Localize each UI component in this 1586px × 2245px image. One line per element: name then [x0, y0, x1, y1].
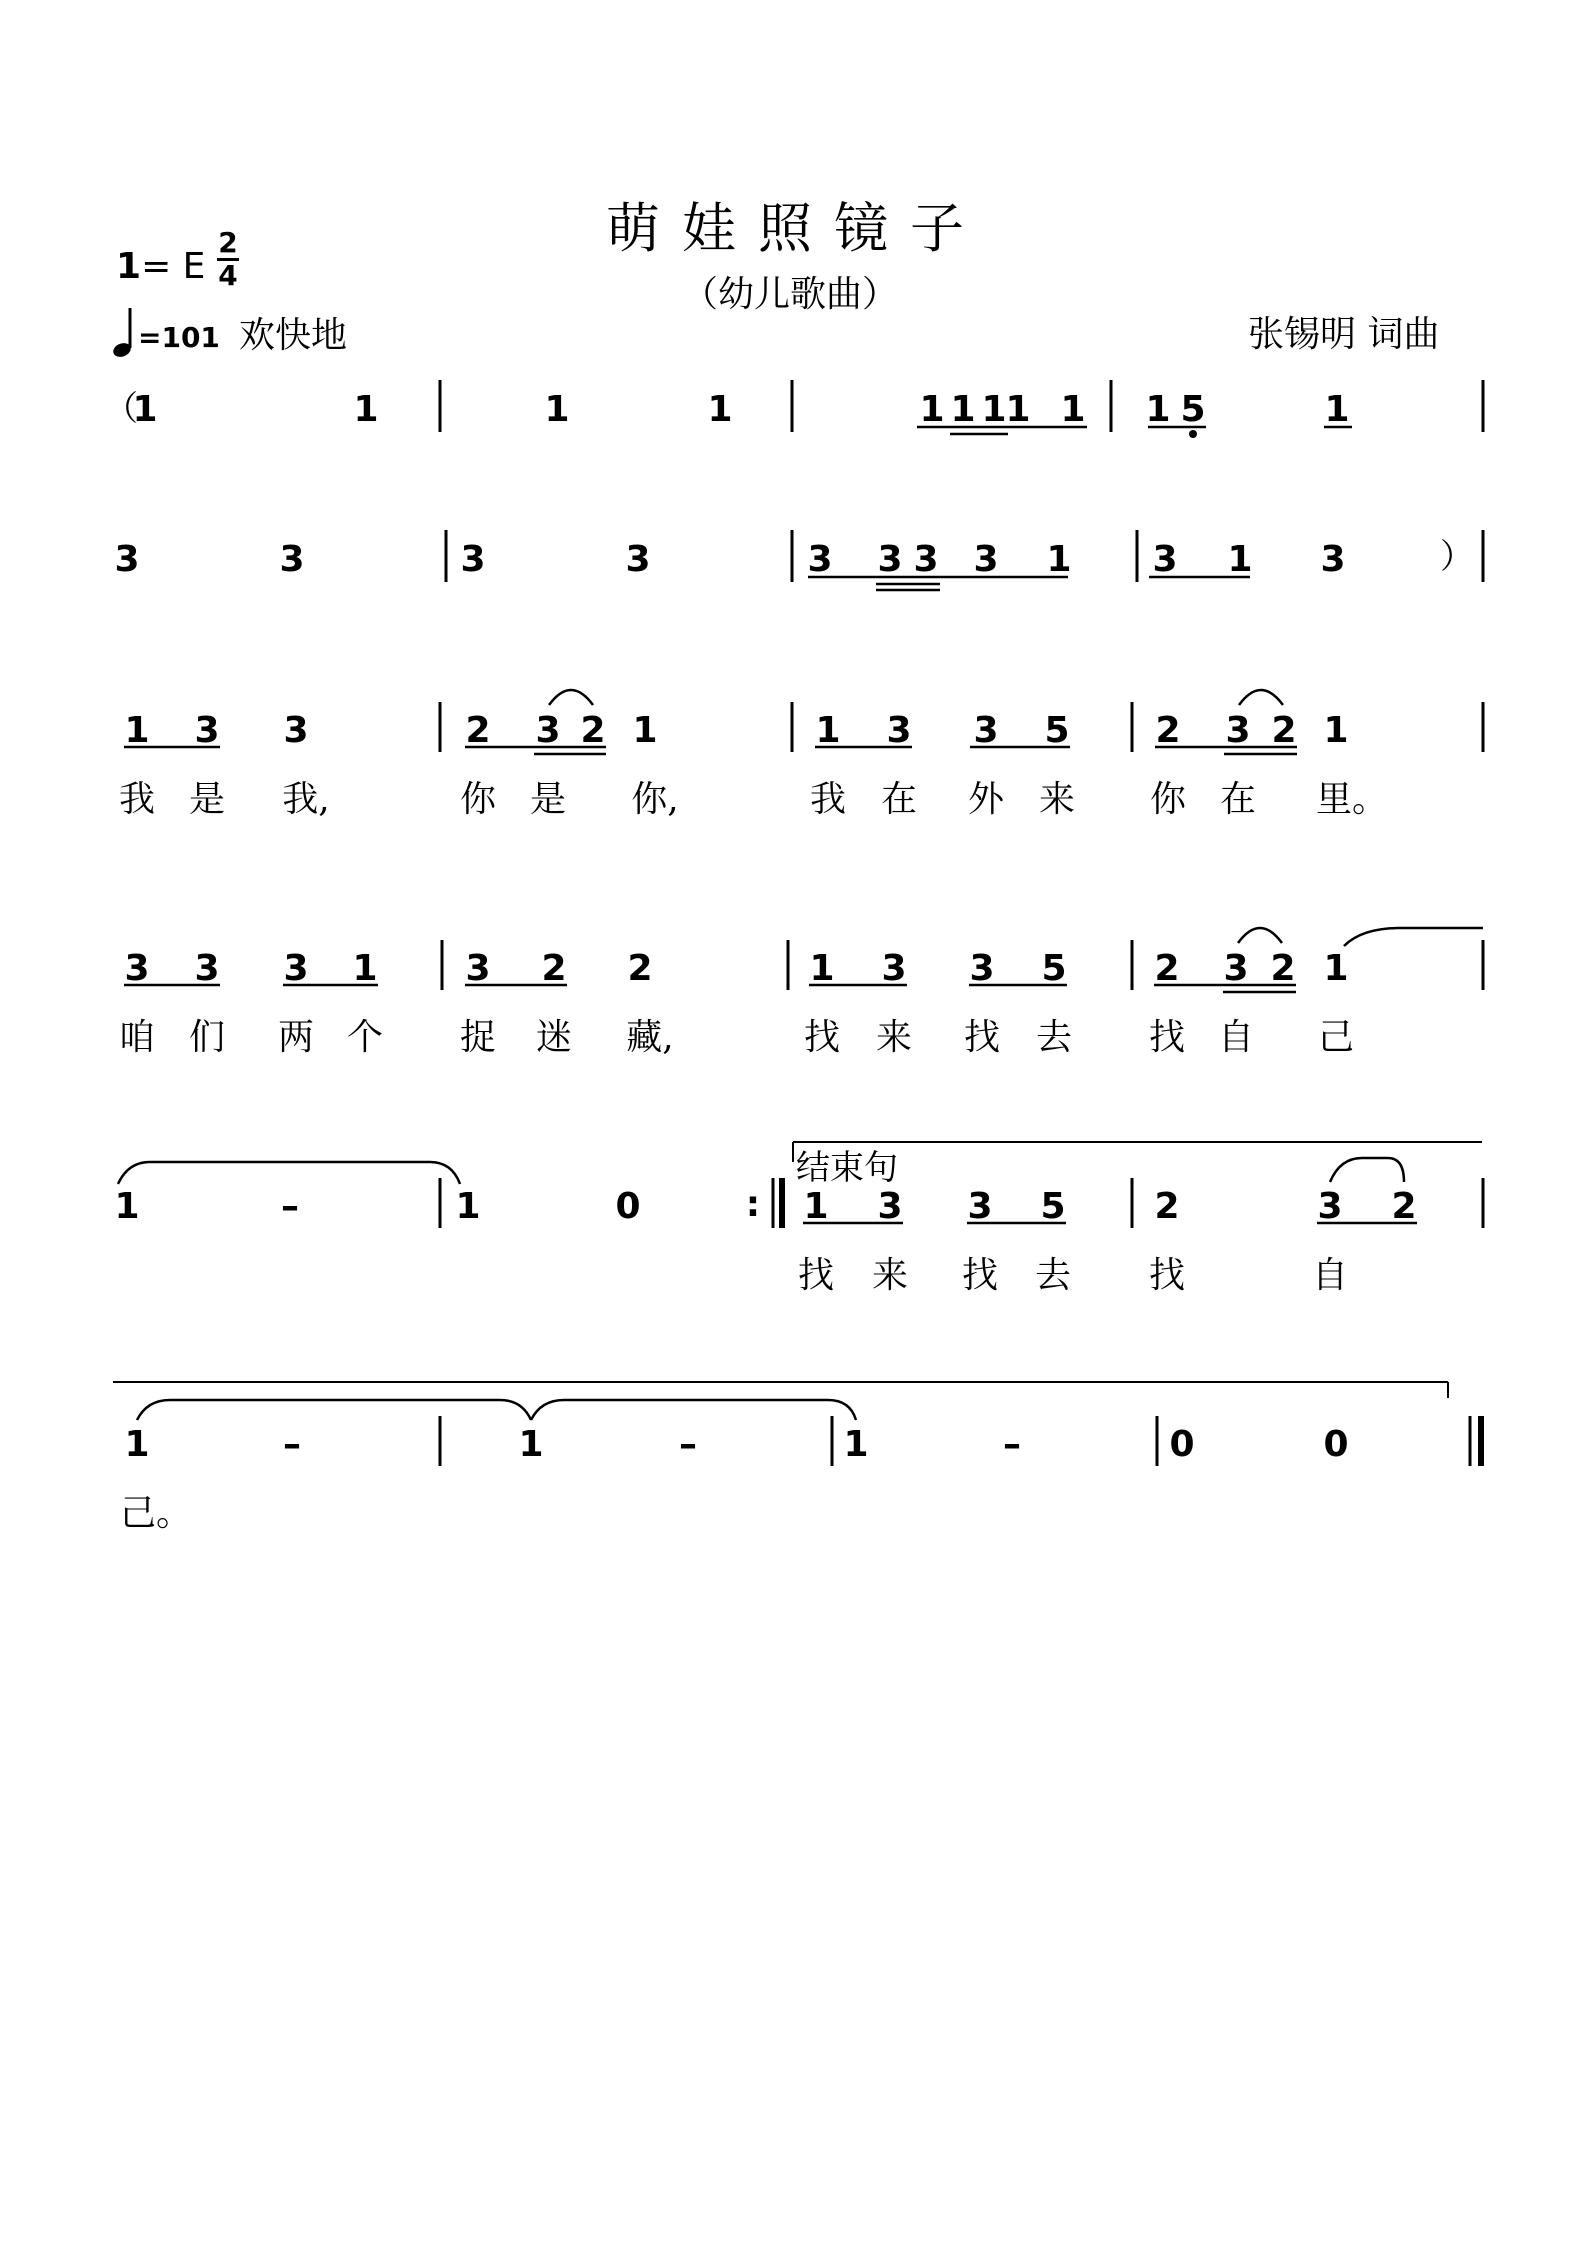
note: 3 [283, 710, 309, 751]
lyric: 们 [188, 1017, 226, 1058]
lyric: 去 [1035, 1017, 1073, 1058]
note: 3 [535, 710, 561, 751]
note: 2 [1270, 948, 1296, 989]
note: 1 [352, 948, 378, 989]
note: 3 [886, 710, 912, 751]
lyric: 你, [631, 779, 679, 820]
lyric: 我, [282, 779, 330, 820]
note: 1 [815, 710, 841, 751]
lyric: 己 [1317, 1017, 1355, 1058]
note: 3 [114, 539, 140, 580]
note: 3 [807, 539, 833, 580]
note: 2 [627, 948, 653, 989]
note: 1 [518, 1424, 544, 1465]
note: 1 [353, 389, 379, 430]
lyric: 己。 [120, 1493, 193, 1534]
note: 1 [950, 389, 976, 430]
note: 2 [1154, 1186, 1180, 1227]
note: 2 [541, 948, 567, 989]
lyric: 找 [1148, 1017, 1186, 1058]
note: 1 [124, 1424, 150, 1465]
slurs [118, 690, 1483, 1420]
lyric: 来 [875, 1017, 913, 1058]
note: 3 [969, 948, 995, 989]
lyric: 咱 [118, 1017, 156, 1058]
note: 0 [1323, 1424, 1349, 1465]
note: 1 [1046, 539, 1072, 580]
key-name: = E [141, 246, 206, 287]
note: 2 [1271, 710, 1297, 751]
note: 3 [1317, 1186, 1343, 1227]
bar-lines [440, 380, 1483, 1466]
repeat-sign: : [745, 1184, 761, 1225]
note: – [679, 1424, 697, 1465]
note: 1 [803, 1186, 829, 1227]
lyric: 外 [967, 779, 1005, 820]
note: 3 [1152, 539, 1178, 580]
note: 3 [973, 710, 999, 751]
note: 0 [615, 1186, 641, 1227]
note: 3 [625, 539, 651, 580]
note: 3 [194, 948, 220, 989]
lyric: 我 [809, 779, 847, 820]
lyric: 来 [871, 1255, 909, 1296]
lyric: 藏, [626, 1017, 674, 1058]
tempo-value: =101 [138, 321, 220, 354]
note: – [283, 1424, 301, 1465]
note: 2 [1154, 948, 1180, 989]
note: 3 [877, 1186, 903, 1227]
lyric: 自 [1217, 1017, 1255, 1058]
note: 3 [194, 710, 220, 751]
key-do: 1 [116, 246, 142, 287]
note: 1 [1060, 389, 1086, 430]
note: 3 [1320, 539, 1346, 580]
note: 1 [919, 389, 945, 430]
lyric: 你 [459, 779, 497, 820]
octave-dots [1189, 430, 1197, 438]
note: 1 [544, 389, 570, 430]
note: 3 [124, 948, 150, 989]
beams [124, 427, 1417, 1227]
note: 5 [1180, 389, 1206, 430]
note: 1 [1227, 539, 1253, 580]
note: 3 [877, 539, 903, 580]
note: 5 [1040, 1186, 1066, 1227]
note: 1 [809, 948, 835, 989]
note: 1 [1145, 389, 1171, 430]
note: 3 [967, 1186, 993, 1227]
note: 1 [455, 1186, 481, 1227]
lyric: 里。 [1315, 779, 1389, 820]
note: 1 [632, 710, 658, 751]
lyric: 是 [529, 779, 567, 820]
song-title: 萌娃照镜子 [606, 197, 986, 260]
note: 5 [1041, 948, 1067, 989]
lyric: 找 [1148, 1255, 1186, 1296]
author-text: 张锡明 词曲 [1248, 314, 1440, 355]
volta-brackets [113, 1142, 1482, 1398]
lyric: 迷 [535, 1017, 573, 1058]
ending-section-label: 结束句 [796, 1148, 898, 1188]
note: 3 [1223, 948, 1249, 989]
lyric: 自 [1311, 1255, 1349, 1296]
song-subtitle: （幼儿歌曲） [682, 274, 899, 315]
lyric: 我 [118, 779, 156, 820]
lyric: 去 [1034, 1255, 1072, 1296]
note: 1 [843, 1424, 869, 1465]
open-parenthesis: （ [104, 389, 138, 429]
note: 2 [465, 710, 491, 751]
note: 3 [279, 539, 305, 580]
note: 3 [283, 948, 309, 989]
close-parenthesis: ） [1440, 537, 1474, 577]
note: 2 [1391, 1186, 1417, 1227]
time-denominator: 4 [218, 259, 238, 292]
lyric: 在 [1219, 779, 1257, 820]
note: 1 [1323, 710, 1349, 751]
note: 3 [1225, 710, 1251, 751]
note: 2 [1155, 710, 1181, 751]
lyric: 个 [346, 1017, 384, 1058]
note: 1 [132, 389, 158, 430]
note: 3 [465, 948, 491, 989]
note: 3 [881, 948, 907, 989]
note: – [281, 1186, 299, 1227]
lyric: 找 [963, 1017, 1001, 1058]
note: 1 [1324, 389, 1350, 430]
lyric: 来 [1038, 779, 1076, 820]
note: 1 [114, 1186, 140, 1227]
lyric: 是 [188, 779, 226, 820]
note: 3 [913, 539, 939, 580]
lyric: 找 [797, 1255, 835, 1296]
note: 1 [1323, 948, 1349, 989]
note: – [1003, 1424, 1021, 1465]
lyric: 在 [880, 779, 918, 820]
note: 3 [460, 539, 486, 580]
lyric: 你 [1149, 779, 1187, 820]
lyric: 捉 [459, 1017, 497, 1058]
lyric: 找 [803, 1017, 841, 1058]
note: 0 [1169, 1424, 1195, 1465]
note: 2 [580, 710, 606, 751]
lyric: 两 [277, 1017, 315, 1058]
time-numerator: 2 [218, 226, 238, 259]
tempo-expression: 欢快地 [239, 315, 348, 356]
note: 1 [981, 389, 1007, 430]
lyric: 找 [961, 1255, 999, 1296]
note: 1 [124, 710, 150, 751]
note: 1 [707, 389, 733, 430]
note: 1 [1005, 389, 1031, 430]
note: 5 [1044, 710, 1070, 751]
note: 3 [973, 539, 999, 580]
